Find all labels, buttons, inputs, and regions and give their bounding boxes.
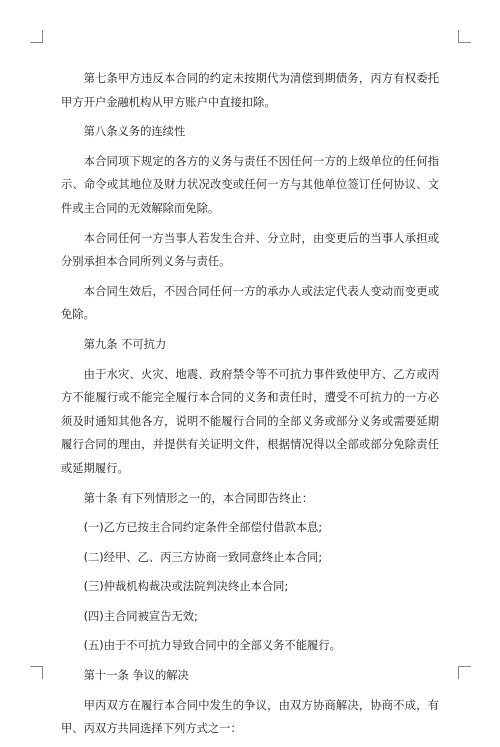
paragraph-article8-1: 本合同项下规定的各方的义务与责任不因任何一方的上级单位的任何指示、命令或其地位及财力状况改变或任何一方与其他单位签订任何协议、文件或主合同的无效解除而免除。 <box>61 154 439 215</box>
list-item-4: (四)主合同被宣告无效; <box>83 609 198 623</box>
list-item-3: (三)仲裁机构裁决或法院判决终止本合同; <box>83 580 289 594</box>
paragraph-article11: 甲丙双方在履行本合同中发生的争议，由双方协商解决，协商不成，有甲、丙双方共同选择下列方式之一： <box>61 698 439 736</box>
paragraph-article8-3: 本合同生效后，不因合同任何一方的承办人或法定代表人变动而变更或免除。 <box>61 284 439 322</box>
heading-article8: 第八条义务的连续性 <box>83 125 186 139</box>
paragraph-article7: 第七条甲方违反本合同的约定未按期代为清偿到期债务，丙方有权委托甲方开户金融机构从甲方账户中直接扣除。 <box>61 72 439 109</box>
list-item-1: (一)乙方已按主合同约定条件全部偿付借款本息; <box>83 521 323 535</box>
list-item-5: (五)由于不可抗力导致合同中的全部义务不能履行。 <box>83 639 341 653</box>
paragraph-article8-2: 本合同任何一方当事人若发生合并、分立时，由变更后的当事人承担或分别承担本合同所列义务与责任。 <box>61 231 439 269</box>
crop-mark-bottom-right <box>458 666 471 679</box>
paragraph-article9: 由于水灾、火灾、地震、政府禁令等不可抗力事件致使甲方、乙方或丙方不能履行或不能完全履行本合同的义务和责任时，遭受不可抗力的一方必须及时通知其他各方，说明不能履行合同的全部义务或部分义务或需要延期履行合同的理由，并提供有关证明文件，根据情况得以全部或部分免除责任或延期履行。 <box>61 367 439 475</box>
heading-article9: 第九条 不可抗力 <box>83 337 167 351</box>
heading-article10: 第十条 有下列情形之一的，本合同即告终止： <box>83 491 314 505</box>
crop-mark-top-right <box>458 30 471 43</box>
document-body <box>61 67 439 747</box>
heading-article11: 第十一条 争议的解决 <box>83 669 189 683</box>
crop-mark-top-left <box>30 30 43 43</box>
list-item-2: (二)经甲、乙、丙三方协商一致同意终止本合同; <box>83 550 323 564</box>
crop-mark-bottom-left <box>30 666 43 679</box>
